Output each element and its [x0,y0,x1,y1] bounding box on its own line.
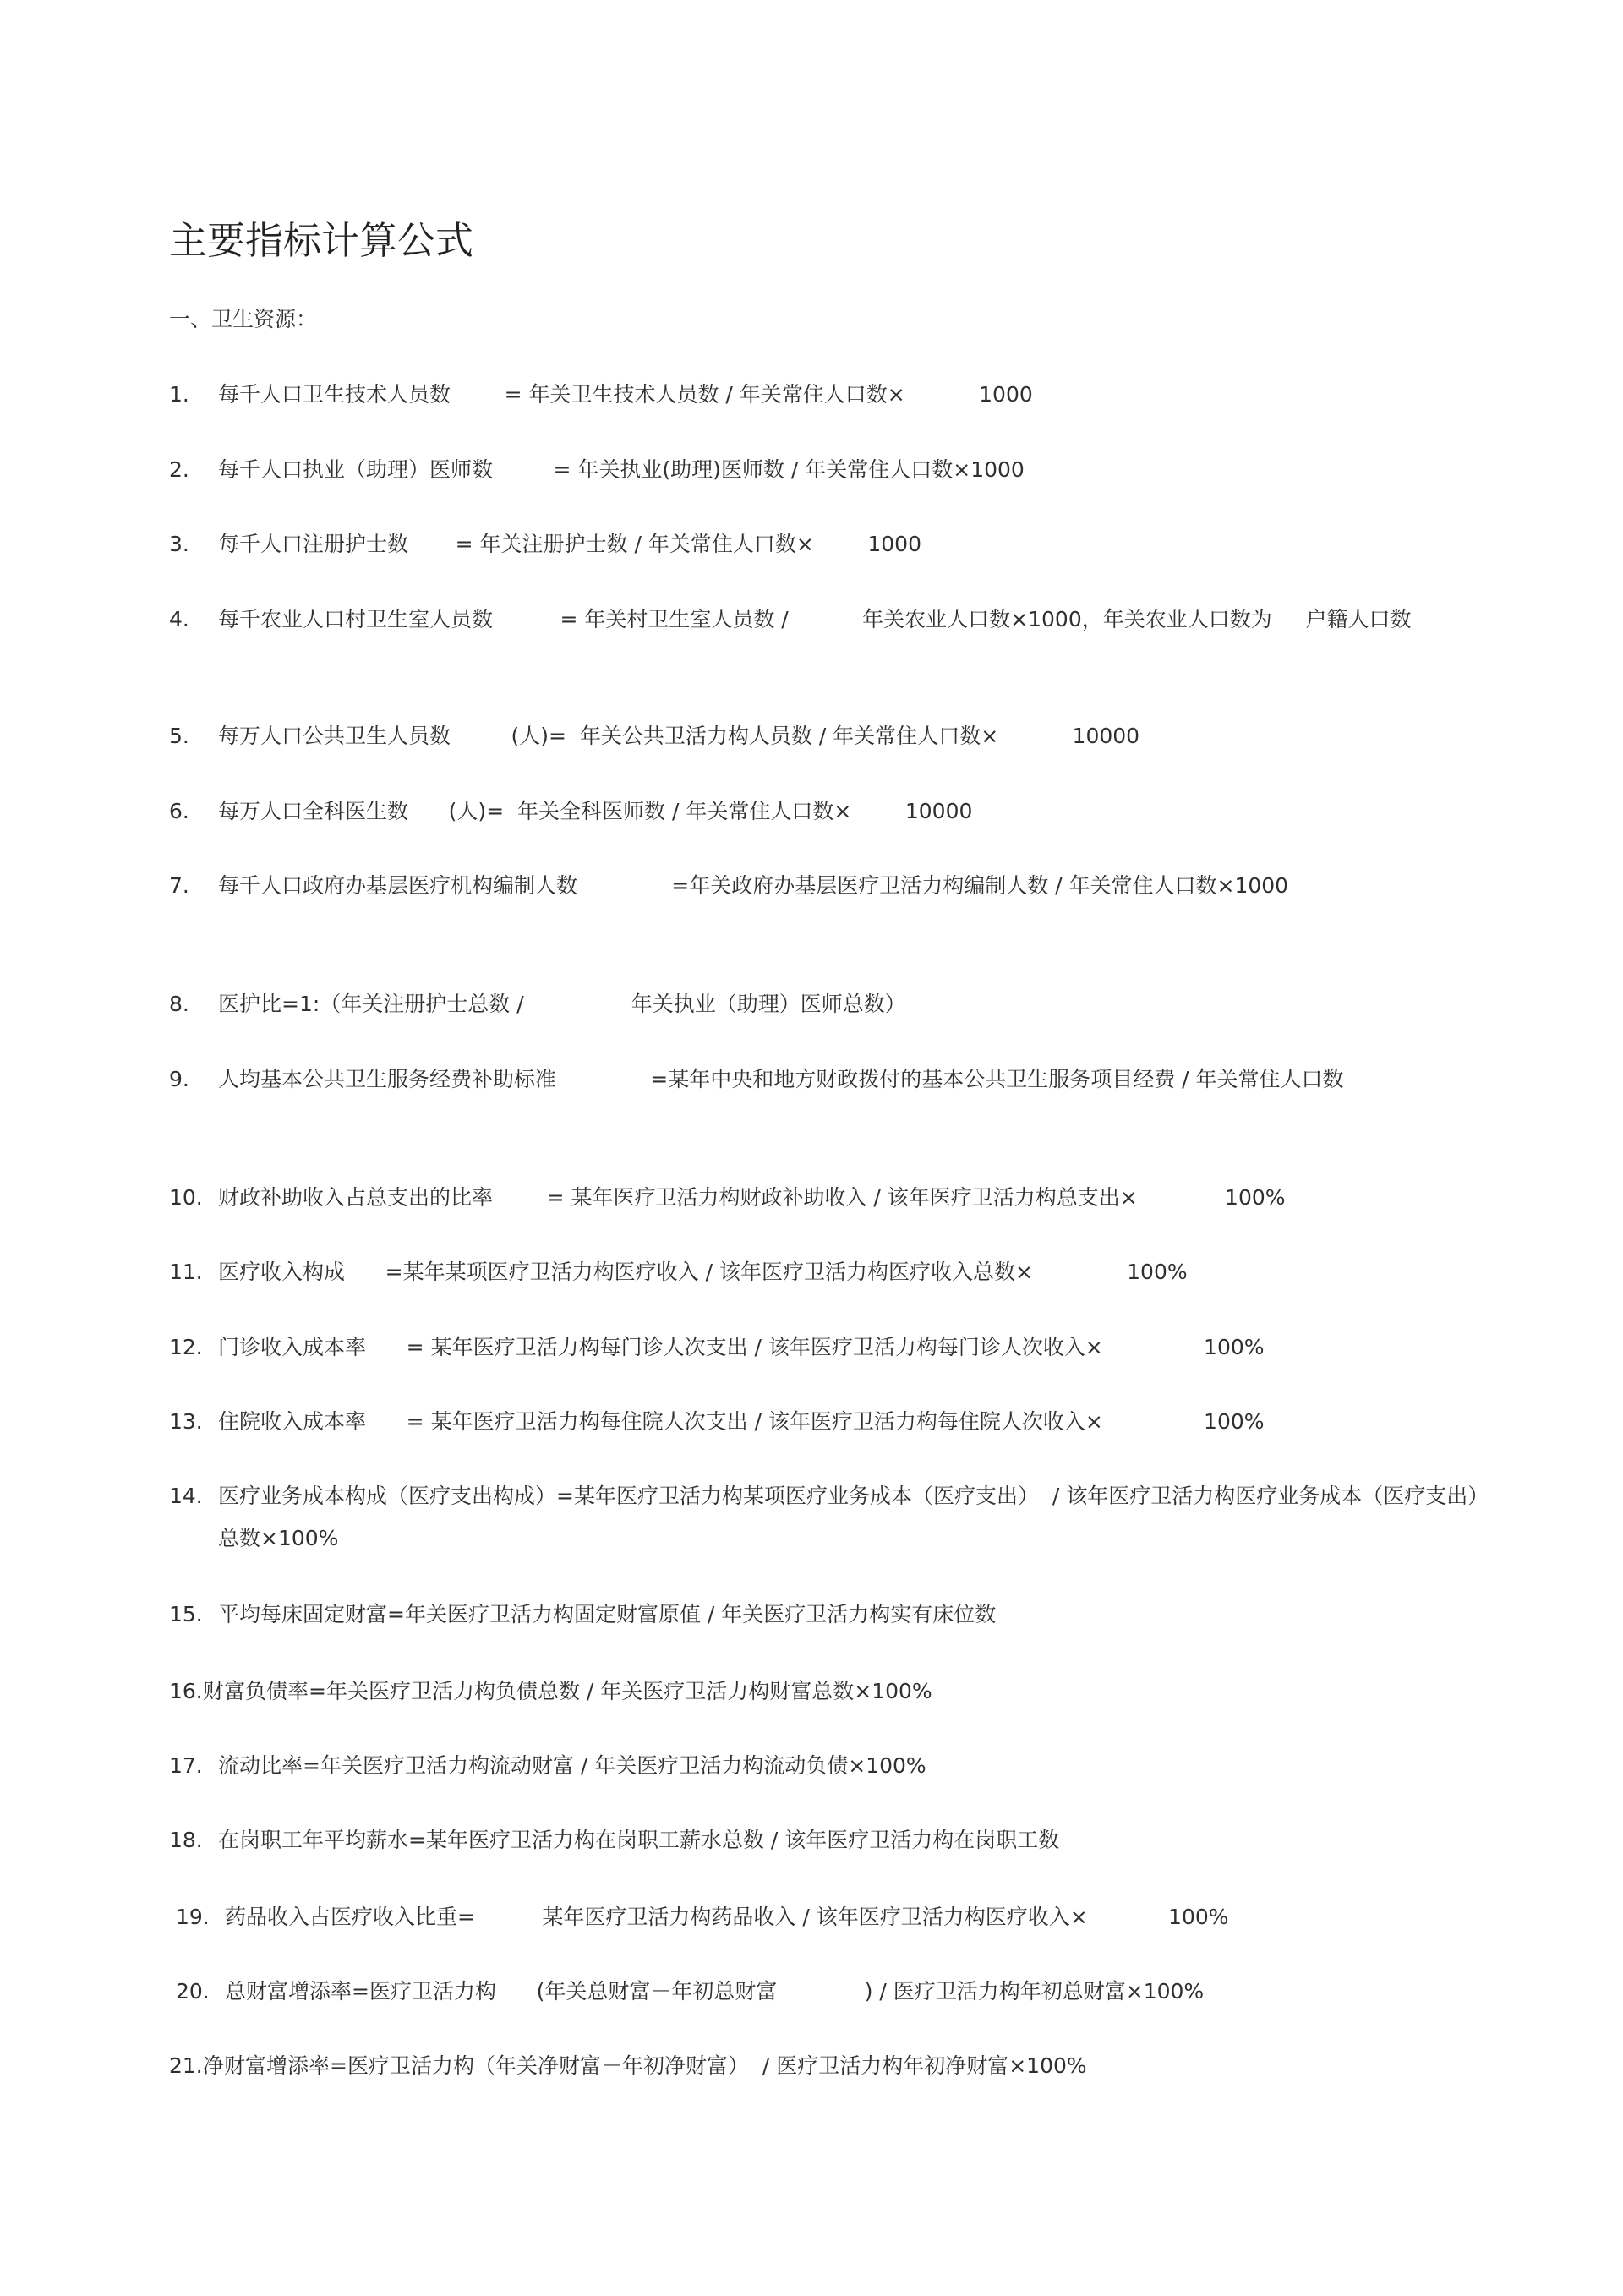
item-number: 11. [169,1260,203,1284]
item-text: 门诊收入成本率 = 某年医疗卫活力构每门诊人次支出 / 该年医疗卫活力构每门诊人次收入× 100% [218,1335,1265,1359]
item-number: 5. [169,724,189,748]
formula-item [169,1819,1488,1861]
item-text: 医疗业务成本构成（医疗支出构成）=某年医疗卫活力构某项医疗业务成本（医疗支出） / 该年医疗卫活力构医疗业务成本（医疗支出）总数×100% [218,1484,1478,1550]
item-text: 净财富增添率=医疗卫活力构（年关净财富－年初净财富） / 医疗卫活力构年初净财富×100% [203,2053,1087,2078]
page-title: 主要指标计算公式 [169,218,474,263]
formula-item [169,1670,1488,1713]
item-number: 7. [169,873,189,898]
item-text: 每千人口政府办基层医疗机构编制人数 =年关政府办基层医疗卫活力构编制人数 / 年关常住人口数×1000 [218,873,1289,898]
item-number: 3. [169,532,189,556]
item-number: 14. [169,1484,203,1508]
formula-item [169,1475,1488,1560]
item-number: 18. [169,1828,203,1852]
formula-item [169,1326,1488,1369]
item-text: 财政补助收入占总支出的比率 = 某年医疗卫活力构财政补助收入 / 该年医疗卫活力构总支出× 100% [218,1185,1286,1210]
item-text: 在岗职工年平均薪水=某年医疗卫活力构在岗职工薪水总数 / 该年医疗卫活力构在岗职工数 [218,1828,1060,1852]
formula-item [176,1971,1495,2013]
formula-item [169,523,1488,566]
item-text: 每万人口公共卫生人员数 (人)= 年关公共卫活力构人员数 / 年关常住人口数× 10000 [218,724,1140,748]
formula-item [169,449,1488,491]
formula-item [169,715,1488,757]
item-number: 20. [176,1979,210,2004]
formula-item [169,1401,1488,1443]
item-number: 6. [169,799,189,823]
item-number: 2. [169,457,189,482]
item-text: 财富负债率=年关医疗卫活力构负债总数 / 年关医疗卫活力构财富总数×100% [203,1679,932,1703]
item-text: 人均基本公共卫生服务经费补助标准 =某年中央和地方财政拨付的基本公共卫生服务项目经费 / 年关常住人口数 [218,1067,1344,1091]
item-text: 住院收入成本率 = 某年医疗卫活力构每住院人次支出 / 该年医疗卫活力构每住院人次收入× 100% [218,1409,1265,1434]
item-number: 9. [169,1067,189,1091]
item-number: 17. [169,1753,203,1778]
formula-item [169,599,1488,641]
formula-item [169,790,1488,833]
formula-item [169,983,1488,1025]
formula-item [169,1745,1488,1787]
formula-item [169,865,1488,907]
item-text: 每千农业人口村卫生室人员数 = 年关村卫生室人员数 / 年关农业人口数×1000，年关农业人口数为 户籍人口数 [218,607,1412,631]
item-number: 4. [169,607,189,631]
item-number: 16. [169,1679,203,1703]
formula-item [169,374,1488,416]
item-number: 13. [169,1409,203,1434]
item-number: 12. [169,1335,203,1359]
item-number: 19. [176,1905,210,1929]
item-text: 每万人口全科医生数 (人)= 年关全科医师数 / 年关常住人口数× 10000 [218,799,973,823]
formula-item [169,1251,1488,1293]
item-number: 10. [169,1185,203,1210]
formula-item [169,1177,1488,1219]
item-text: 药品收入占医疗收入比重= 某年医疗卫活力构药品收入 / 该年医疗卫活力构医疗收入× 100% [225,1905,1229,1929]
formula-item [169,1058,1488,1101]
item-text: 医疗收入构成 =某年某项医疗卫活力构医疗收入 / 该年医疗卫活力构医疗收入总数× 100% [218,1260,1188,1284]
item-text: 每千人口执业（助理）医师数 = 年关执业(助理)医师数 / 年关常住人口数×1000 [218,457,1025,482]
item-number: 15. [169,1602,203,1626]
item-text: 流动比率=年关医疗卫活力构流动财富 / 年关医疗卫活力构流动负债×100% [218,1753,926,1778]
item-number: 1. [169,382,189,407]
formula-item [176,1896,1495,1938]
item-text: 总财富增添率=医疗卫活力构 (年关总财富－年初总财富 ) / 医疗卫活力构年初总财富×100% [225,1979,1205,2004]
item-text: 每千人口卫生技术人员数 = 年关卫生技术人员数 / 年关常住人口数× 1000 [218,382,1033,407]
formula-item [169,2045,1488,2087]
item-number: 8. [169,992,189,1016]
item-text: 平均每床固定财富=年关医疗卫活力构固定财富原值 / 年关医疗卫活力构实有床位数 [218,1602,997,1626]
item-text: 每千人口注册护士数 = 年关注册护士数 / 年关常住人口数× 1000 [218,532,921,556]
section-heading: 一、卫生资源： [169,307,318,331]
item-number: 21. [169,2053,203,2078]
item-text: 医护比=1:（年关注册护士总数 / 年关执业（助理）医师总数） [218,992,906,1016]
formula-item [169,1594,1488,1636]
